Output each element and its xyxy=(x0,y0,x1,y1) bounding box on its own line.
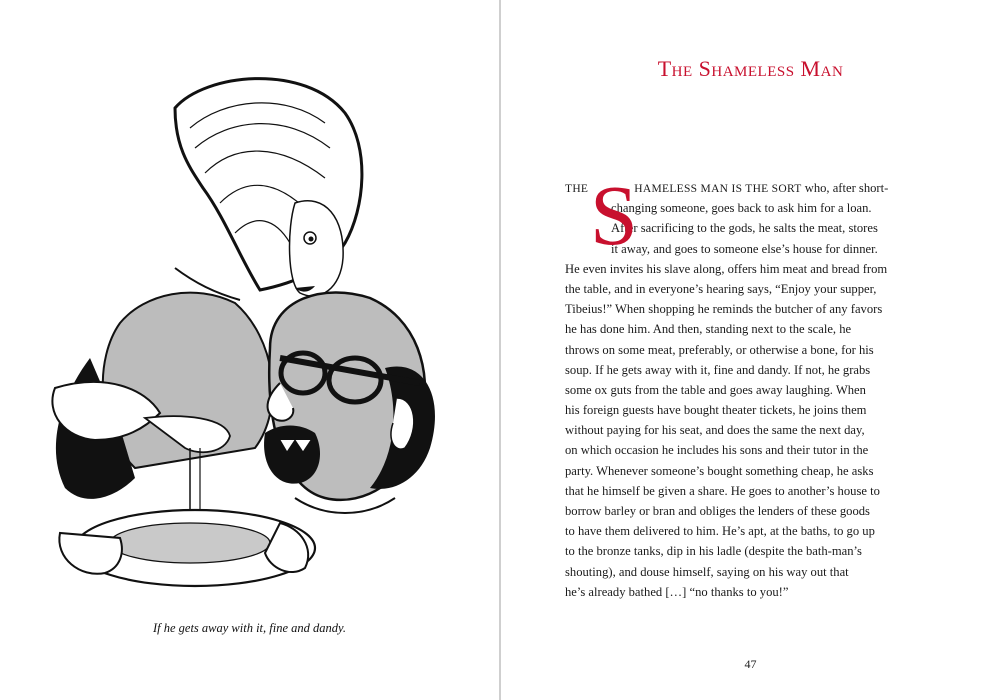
body-line: Tibeius!” When shopping he reminds the butcher of any favors xyxy=(565,302,883,317)
page-number: 47 xyxy=(744,657,757,671)
body-line: borrow barley or bran and obliges the lenders of these goods xyxy=(565,504,870,518)
body-line: on which occasion he includes his sons and their tutor in the xyxy=(565,443,869,458)
body-line: without paying for his seat, and does the same the next day, xyxy=(565,423,865,438)
body-line: soup. If he gets away with it, fine and dandy. If not, he grabs xyxy=(565,362,871,377)
left-page xyxy=(0,0,499,700)
body-line: shouting), and douse himself, saying on his way out that xyxy=(565,564,849,579)
body-line: the table, and in everyone’s hearing says, “Enjoy your supper, xyxy=(565,281,877,296)
body-line: to have them delivered to him. He’s apt, at the baths, to go up xyxy=(565,524,875,539)
illustration-caption: If he gets away with it, fine and dandy. xyxy=(152,621,347,635)
body-text xyxy=(565,167,935,602)
caricature-illustration xyxy=(25,68,485,593)
body-line: to the bronze tanks, dip in his ladle (despite the bath-man’s xyxy=(565,544,862,559)
body-line: that he himself be given a share. He goes to another’s house to xyxy=(565,483,880,498)
body-line: changing someone, goes back to ask him for a loan. xyxy=(611,201,872,216)
lead-word: THE xyxy=(565,183,589,195)
body-line: throws on some meat, preferably, or otherwise a bone, for his xyxy=(565,342,874,357)
body-line: party. Whenever someone’s bought something cheap, he asks xyxy=(565,463,874,478)
body-line: He even invites his slave along, offers him meat and bread from xyxy=(565,261,888,276)
chapter-title: The Shameless Man xyxy=(657,56,844,81)
body-line: his foreign guests have bought theater tickets, he joins them xyxy=(565,403,867,418)
body-line: some ox guts from the table and goes away laughing. When xyxy=(565,382,866,397)
small-caps-opening: HAMELESS MAN IS THE SORT xyxy=(634,183,802,195)
body-line: After sacrificing to the gods, he salts the meat, stores xyxy=(611,221,878,236)
body-line: he’s already bathed […] “no thanks to you!” xyxy=(565,584,789,599)
right-page xyxy=(501,0,1000,700)
man-mouth xyxy=(264,426,320,484)
drop-cap: S xyxy=(590,167,638,263)
body-line: it away, and goes to someone else’s house for dinner. xyxy=(611,241,878,256)
body-line: he has done him. And then, standing next to the scale, he xyxy=(565,322,852,337)
first-line-rest: who, after short- xyxy=(801,181,889,195)
